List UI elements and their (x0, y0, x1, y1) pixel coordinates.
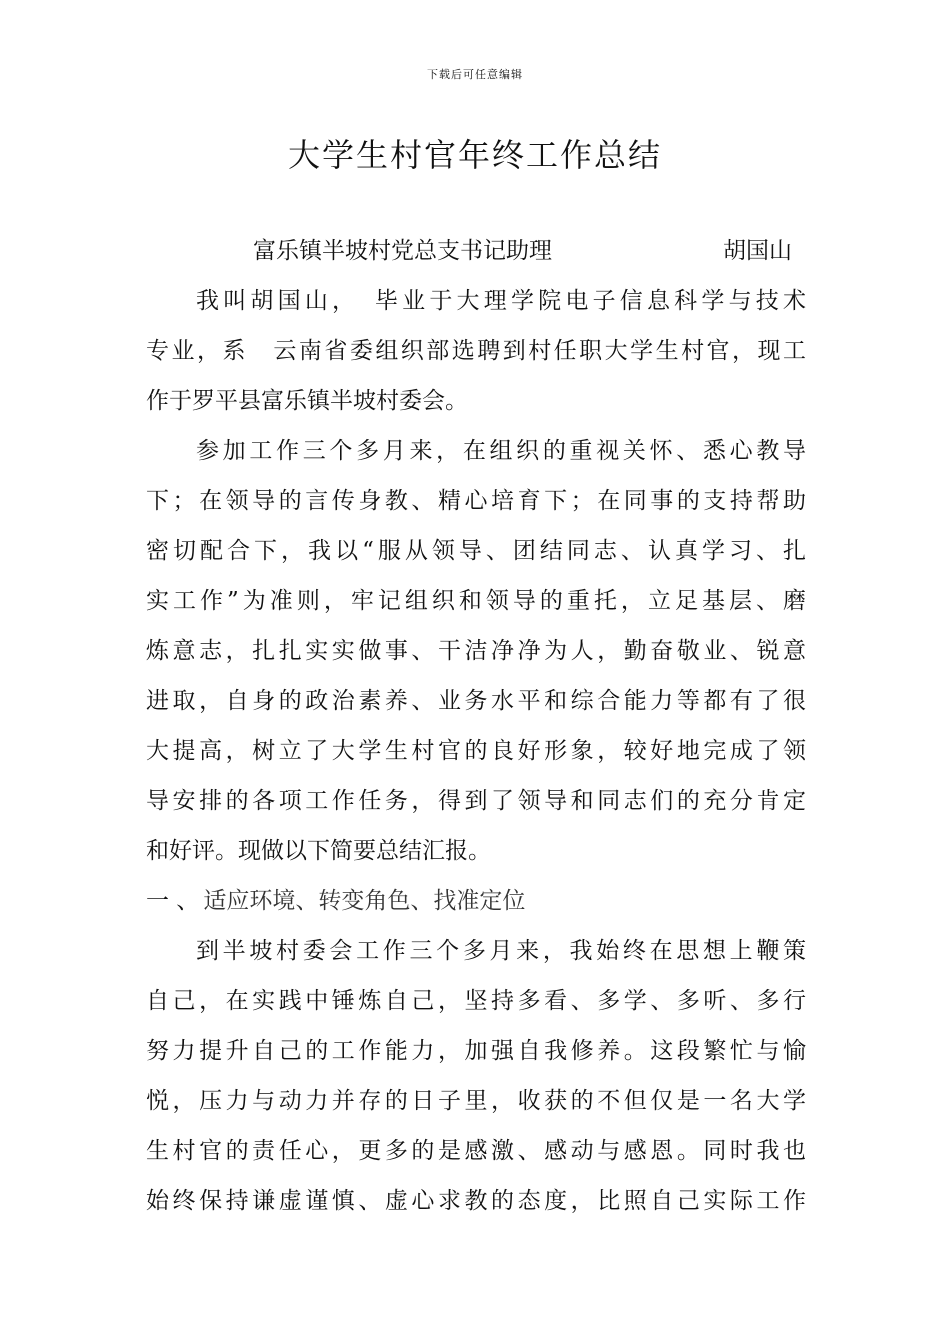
text-line: 专业，系 云南省委组织部选聘到村任职大学生村官，现工 (146, 338, 806, 364)
author-line (146, 226, 806, 276)
text-line: 努力提升自己的工作能力，加强自我修养。这段繁忙与愉 (146, 1038, 806, 1064)
text-line: 炼意志，扎扎实实做事、干洁净净为人，勤奋敬业、锐意 (146, 638, 806, 664)
text-line: 自己，在实践中锤炼自己，坚持多看、多学、多听、多行 (146, 988, 806, 1014)
text-line: 到半坡村委会工作三个多月来，我始终在思想上鞭策 (196, 938, 806, 964)
text-line: 作于罗平县富乐镇半坡村委会。 (146, 388, 468, 414)
text-line: 大提高，树立了大学生村官的良好形象，较好地完成了领 (146, 738, 806, 764)
text-line: 悦，压力与动力并存的日子里，收获的不但仅是一名大学 (146, 1088, 806, 1114)
paragraph-overview (146, 426, 806, 876)
section-title: 适应环境、转变角色、找准定位 (203, 888, 526, 914)
text-line: 始终保持谦虚谨慎、虚心求教的态度，比照自己实际工作 (146, 1188, 806, 1214)
header-note: 下载后可任意编辑 (427, 68, 523, 81)
author-role: 富乐镇半坡村党总支书记助理 (253, 238, 552, 264)
text-line: 我叫胡国山， 毕业于大理学院电子信息科学与技术 (196, 288, 806, 314)
paragraph-introduction (146, 276, 806, 426)
text-line: 实工作”为准则，牢记组织和领导的重托，立足基层、磨 (146, 588, 806, 614)
section-heading-1 (146, 876, 806, 926)
paragraph-section-1 (146, 926, 806, 1226)
text-line: 和好评。现做以下简要总结汇报。 (146, 838, 491, 864)
text-line: 下；在领导的言传身教、精心培育下；在同事的支持帮助 (146, 488, 806, 514)
document-body (146, 226, 806, 1226)
text-line: 密切配合下，我以“服从领导、团结同志、认真学习、扎 (146, 538, 806, 564)
text-line: 生村官的责任心，更多的是感激、感动与感恩。同时我也 (146, 1138, 806, 1164)
text-line: 参加工作三个多月来，在组织的重视关怀、悉心教导 (196, 438, 806, 464)
author-name: 胡国山 (723, 238, 792, 264)
section-number: 一 、 (146, 888, 200, 914)
document-title: 大学生村官年终工作总结 (287, 136, 662, 174)
text-line: 导安排的各项工作任务，得到了领导和同志们的充分肯定 (146, 788, 806, 814)
text-line: 进取，自身的政治素养、业务水平和综合能力等都有了很 (146, 688, 806, 714)
